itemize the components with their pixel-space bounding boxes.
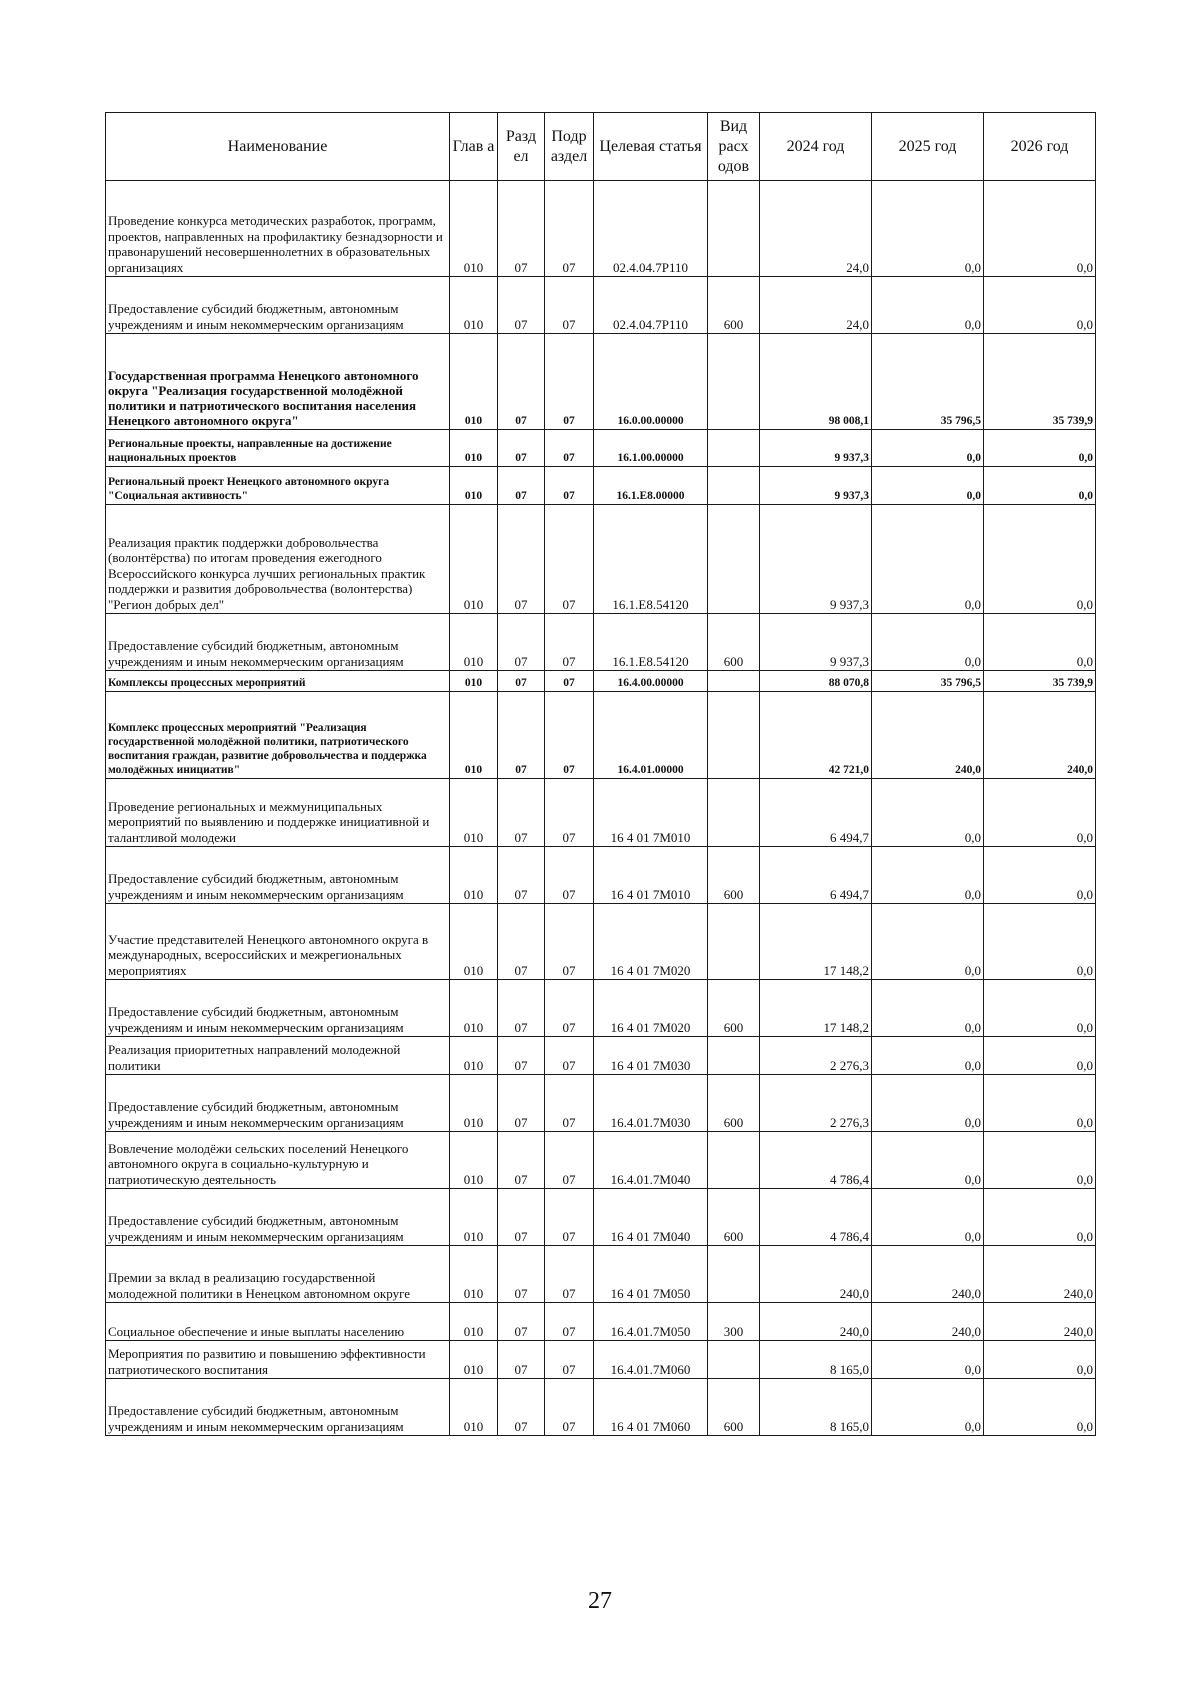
row-target: 16.4.01.7M050 [594, 1303, 708, 1341]
row-name: Предоставление субсидий бюджетным, автономным учреждениям и иным некоммерческим организациям [106, 1379, 450, 1436]
row-target: 16 4 01 7M050 [594, 1246, 708, 1303]
row-podrazdel: 07 [545, 1132, 594, 1189]
row-podrazdel: 07 [545, 692, 594, 779]
row-glava: 010 [450, 1303, 498, 1341]
row-target: 16 4 01 7M040 [594, 1189, 708, 1246]
table-row [106, 181, 1096, 277]
table-row [106, 334, 1096, 430]
row-2025: 0,0 [872, 430, 984, 467]
row-2026: 0,0 [984, 181, 1096, 277]
row-name: Социальное обеспечение и иные выплаты населению [106, 1303, 450, 1341]
row-podrazdel: 07 [545, 334, 594, 430]
row-target: 16.4.01.7M030 [594, 1075, 708, 1132]
row-2026: 0,0 [984, 614, 1096, 671]
row-name: Предоставление субсидий бюджетным, автономным учреждениям и иным некоммерческим организациям [106, 277, 450, 334]
header-vid: Вид расх одов [708, 113, 760, 181]
row-vid: 600 [708, 847, 760, 904]
row-vid [708, 779, 760, 847]
row-2024: 9 937,3 [760, 430, 872, 467]
row-razdel: 07 [498, 692, 545, 779]
budget-table [105, 112, 1096, 1436]
table-body [106, 181, 1096, 1436]
row-razdel: 07 [498, 1379, 545, 1436]
header-2026: 2026 год [984, 113, 1096, 181]
row-name: Проведение региональных и межмуниципальных мероприятий по выявлению и поддержке инициативной и талантливой молодежи [106, 779, 450, 847]
row-2024: 240,0 [760, 1303, 872, 1341]
row-2024: 8 165,0 [760, 1379, 872, 1436]
row-podrazdel: 07 [545, 1246, 594, 1303]
row-podrazdel: 07 [545, 614, 594, 671]
row-target: 16 4 01 7M010 [594, 779, 708, 847]
row-podrazdel: 07 [545, 181, 594, 277]
row-2025: 35 796,5 [872, 671, 984, 692]
row-razdel: 07 [498, 779, 545, 847]
row-vid [708, 430, 760, 467]
row-razdel: 07 [498, 1341, 545, 1379]
row-vid [708, 904, 760, 980]
row-2025: 0,0 [872, 1037, 984, 1075]
row-razdel: 07 [498, 181, 545, 277]
row-2026: 0,0 [984, 1341, 1096, 1379]
row-2026: 0,0 [984, 1037, 1096, 1075]
row-2025: 35 796,5 [872, 334, 984, 430]
row-2025: 0,0 [872, 1379, 984, 1436]
row-2024: 17 148,2 [760, 904, 872, 980]
row-vid: 600 [708, 277, 760, 334]
row-vid [708, 505, 760, 614]
row-target: 16 4 01 7M060 [594, 1379, 708, 1436]
table-row [106, 1075, 1096, 1132]
row-razdel: 07 [498, 505, 545, 614]
row-target: 16 4 01 7M020 [594, 980, 708, 1037]
header-razdel: Разд ел [498, 113, 545, 181]
row-vid [708, 181, 760, 277]
row-2026: 0,0 [984, 467, 1096, 505]
row-target: 16.4.00.00000 [594, 671, 708, 692]
row-2024: 240,0 [760, 1246, 872, 1303]
row-2025: 240,0 [872, 1303, 984, 1341]
row-2026: 240,0 [984, 692, 1096, 779]
table-row [106, 1037, 1096, 1075]
row-glava: 010 [450, 692, 498, 779]
row-2024: 2 276,3 [760, 1037, 872, 1075]
row-2026: 0,0 [984, 847, 1096, 904]
row-podrazdel: 07 [545, 430, 594, 467]
row-2026: 0,0 [984, 1189, 1096, 1246]
table-row [106, 692, 1096, 779]
row-glava: 010 [450, 614, 498, 671]
row-vid: 600 [708, 1379, 760, 1436]
row-target: 16.1.E8.00000 [594, 467, 708, 505]
row-glava: 010 [450, 1132, 498, 1189]
row-razdel: 07 [498, 671, 545, 692]
row-razdel: 07 [498, 1246, 545, 1303]
row-name: Предоставление субсидий бюджетным, автономным учреждениям и иным некоммерческим организациям [106, 980, 450, 1037]
row-target: 16.0.00.00000 [594, 334, 708, 430]
row-2025: 0,0 [872, 467, 984, 505]
row-2025: 0,0 [872, 980, 984, 1037]
row-podrazdel: 07 [545, 505, 594, 614]
row-glava: 010 [450, 181, 498, 277]
row-vid: 600 [708, 614, 760, 671]
row-2024: 24,0 [760, 181, 872, 277]
row-name: Предоставление субсидий бюджетным, автономным учреждениям и иным некоммерческим организациям [106, 1075, 450, 1132]
row-podrazdel: 07 [545, 671, 594, 692]
row-glava: 010 [450, 277, 498, 334]
row-2024: 8 165,0 [760, 1341, 872, 1379]
table-row [106, 1246, 1096, 1303]
row-name: Региональный проект Ненецкого автономного округа "Социальная активность" [106, 467, 450, 505]
row-2026: 240,0 [984, 1303, 1096, 1341]
row-2025: 240,0 [872, 1246, 984, 1303]
header-glava: Глав а [450, 113, 498, 181]
row-razdel: 07 [498, 1075, 545, 1132]
row-2024: 88 070,8 [760, 671, 872, 692]
row-name: Предоставление субсидий бюджетным, автономным учреждениям и иным некоммерческим организациям [106, 847, 450, 904]
row-2026: 0,0 [984, 1379, 1096, 1436]
table-row [106, 1379, 1096, 1436]
table-row [106, 847, 1096, 904]
row-2025: 0,0 [872, 1189, 984, 1246]
row-2025: 0,0 [872, 181, 984, 277]
row-target: 16.4.01.00000 [594, 692, 708, 779]
row-glava: 010 [450, 904, 498, 980]
row-2026: 0,0 [984, 1132, 1096, 1189]
row-podrazdel: 07 [545, 847, 594, 904]
table-row [106, 1303, 1096, 1341]
row-glava: 010 [450, 1075, 498, 1132]
row-2026: 240,0 [984, 1246, 1096, 1303]
row-vid [708, 1037, 760, 1075]
row-target: 16.1.E8.54120 [594, 505, 708, 614]
row-2025: 0,0 [872, 847, 984, 904]
table-row [106, 1189, 1096, 1246]
table-row [106, 779, 1096, 847]
row-name: Реализация приоритетных направлений молодежной политики [106, 1037, 450, 1075]
row-glava: 010 [450, 671, 498, 692]
row-2026: 0,0 [984, 980, 1096, 1037]
row-podrazdel: 07 [545, 779, 594, 847]
row-podrazdel: 07 [545, 1189, 594, 1246]
row-vid: 600 [708, 980, 760, 1037]
table-row [106, 1132, 1096, 1189]
row-name: Предоставление субсидий бюджетным, автономным учреждениям и иным некоммерческим организациям [106, 1189, 450, 1246]
row-glava: 010 [450, 847, 498, 904]
row-razdel: 07 [498, 1132, 545, 1189]
row-glava: 010 [450, 430, 498, 467]
row-podrazdel: 07 [545, 1037, 594, 1075]
row-name: Государственная программа Ненецкого автономного округа "Реализация государственной молодёжной политики и патриотического воспитания населения Ненецкого автономного округа" [106, 334, 450, 430]
row-razdel: 07 [498, 1037, 545, 1075]
row-razdel: 07 [498, 904, 545, 980]
header-name: Наименование [106, 113, 450, 181]
row-target: 16 4 01 7M030 [594, 1037, 708, 1075]
row-2024: 42 721,0 [760, 692, 872, 779]
row-name: Реализация практик поддержки добровольчества (волонтёрства) по итогам проведения ежегодного Всероссийского конкурса лучших региональных практик поддержки и развития добровольчества (волонтерства) "Регион добрых дел" [106, 505, 450, 614]
row-2024: 4 786,4 [760, 1189, 872, 1246]
row-target: 16.1.E8.54120 [594, 614, 708, 671]
header-2025: 2025 год [872, 113, 984, 181]
row-2025: 0,0 [872, 904, 984, 980]
row-2026: 0,0 [984, 430, 1096, 467]
row-2024: 6 494,7 [760, 847, 872, 904]
row-glava: 010 [450, 1341, 498, 1379]
row-target: 16.4.01.7M060 [594, 1341, 708, 1379]
row-2026: 0,0 [984, 779, 1096, 847]
row-2024: 4 786,4 [760, 1132, 872, 1189]
row-2026: 35 739,9 [984, 671, 1096, 692]
row-name: Мероприятия по развитию и повышению эффективности патриотического воспитания [106, 1341, 450, 1379]
table-row [106, 467, 1096, 505]
row-podrazdel: 07 [545, 1341, 594, 1379]
row-glava: 010 [450, 334, 498, 430]
row-2024: 2 276,3 [760, 1075, 872, 1132]
row-razdel: 07 [498, 334, 545, 430]
header-target: Целевая статья [594, 113, 708, 181]
row-glava: 010 [450, 1246, 498, 1303]
row-2026: 0,0 [984, 904, 1096, 980]
row-glava: 010 [450, 1189, 498, 1246]
row-razdel: 07 [498, 1303, 545, 1341]
row-2026: 0,0 [984, 505, 1096, 614]
row-2025: 0,0 [872, 277, 984, 334]
row-razdel: 07 [498, 277, 545, 334]
row-podrazdel: 07 [545, 467, 594, 505]
table-header-row [106, 113, 1096, 181]
row-vid [708, 1246, 760, 1303]
table-row [106, 277, 1096, 334]
row-glava: 010 [450, 505, 498, 614]
row-name: Комплекс процессных мероприятий "Реализация государственной молодёжной политики, патриотического воспитания граждан, развитие добровольчества и поддержка молодёжных инициатив" [106, 692, 450, 779]
row-2024: 9 937,3 [760, 467, 872, 505]
row-name: Предоставление субсидий бюджетным, автономным учреждениям и иным некоммерческим организациям [106, 614, 450, 671]
row-vid: 300 [708, 1303, 760, 1341]
row-2024: 6 494,7 [760, 779, 872, 847]
row-2025: 0,0 [872, 505, 984, 614]
row-vid [708, 671, 760, 692]
row-name: Комплексы процессных мероприятий [106, 671, 450, 692]
row-2024: 9 937,3 [760, 614, 872, 671]
row-razdel: 07 [498, 430, 545, 467]
row-name: Вовлечение молодёжи сельских поселений Ненецкого автономного округа в социально-культурную и патриотическую деятельность [106, 1132, 450, 1189]
row-target: 16.1.00.00000 [594, 430, 708, 467]
row-vid: 600 [708, 1075, 760, 1132]
row-name: Проведение конкурса методических разработок, программ, проектов, направленных на профилактику безнадзорности и правонарушений несовершеннолетних в образовательных организациях [106, 181, 450, 277]
row-2025: 0,0 [872, 1341, 984, 1379]
row-2026: 0,0 [984, 1075, 1096, 1132]
row-2025: 240,0 [872, 692, 984, 779]
row-2025: 0,0 [872, 1075, 984, 1132]
row-podrazdel: 07 [545, 1075, 594, 1132]
row-vid: 600 [708, 1189, 760, 1246]
header-podrazdel: Подр аздел [545, 113, 594, 181]
row-2025: 0,0 [872, 614, 984, 671]
header-2024: 2024 год [760, 113, 872, 181]
row-podrazdel: 07 [545, 904, 594, 980]
row-glava: 010 [450, 1379, 498, 1436]
row-target: 16 4 01 7M020 [594, 904, 708, 980]
row-name: Участие представителей Ненецкого автономного округа в международных, всероссийских и межрегиональных мероприятиях [106, 904, 450, 980]
row-target: 02.4.04.7P110 [594, 181, 708, 277]
row-podrazdel: 07 [545, 980, 594, 1037]
row-vid [708, 1341, 760, 1379]
row-name: Региональные проекты, направленные на достижение национальных проектов [106, 430, 450, 467]
row-glava: 010 [450, 1037, 498, 1075]
row-2024: 98 008,1 [760, 334, 872, 430]
table-row [106, 614, 1096, 671]
row-glava: 010 [450, 779, 498, 847]
row-2024: 24,0 [760, 277, 872, 334]
row-razdel: 07 [498, 1189, 545, 1246]
row-podrazdel: 07 [545, 1379, 594, 1436]
row-vid [708, 1132, 760, 1189]
row-glava: 010 [450, 467, 498, 505]
row-target: 16 4 01 7M010 [594, 847, 708, 904]
row-glava: 010 [450, 980, 498, 1037]
table-row [106, 980, 1096, 1037]
row-2024: 17 148,2 [760, 980, 872, 1037]
row-razdel: 07 [498, 980, 545, 1037]
row-vid [708, 334, 760, 430]
row-vid [708, 692, 760, 779]
row-2025: 0,0 [872, 779, 984, 847]
row-razdel: 07 [498, 614, 545, 671]
row-target: 02.4.04.7P110 [594, 277, 708, 334]
row-razdel: 07 [498, 847, 545, 904]
table-row [106, 904, 1096, 980]
row-2024: 9 937,3 [760, 505, 872, 614]
row-name: Премии за вклад в реализацию государственной молодежной политики в Ненецком автономном округе [106, 1246, 450, 1303]
table-row [106, 430, 1096, 467]
page-number: 27 [588, 1588, 612, 1614]
row-vid [708, 467, 760, 505]
row-2026: 35 739,9 [984, 334, 1096, 430]
row-podrazdel: 07 [545, 277, 594, 334]
table-row [106, 1341, 1096, 1379]
row-podrazdel: 07 [545, 1303, 594, 1341]
table-row [106, 671, 1096, 692]
row-razdel: 07 [498, 467, 545, 505]
table-row [106, 505, 1096, 614]
row-2025: 0,0 [872, 1132, 984, 1189]
row-2026: 0,0 [984, 277, 1096, 334]
row-target: 16.4.01.7M040 [594, 1132, 708, 1189]
